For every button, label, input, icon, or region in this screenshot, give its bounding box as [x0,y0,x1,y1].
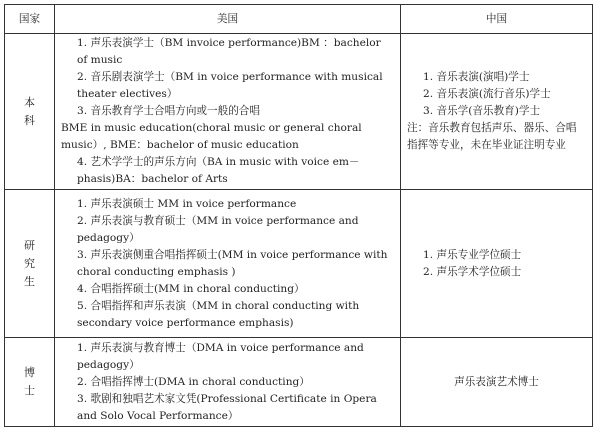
us-item: 1. 声乐表演学士（BM invoice performance)BM ：bachelor of music [77,37,381,66]
level-char: 本 [24,95,35,109]
row-undergraduate [5,34,593,190]
cn-item: 2. 音乐表演(流行音乐)学士 [423,88,551,100]
row-doctoral [5,338,593,427]
us-item: 2. 声乐表演与教育硕士（MM in voice performance and pedagogy） [77,214,359,244]
cn-note: 注：音乐教育包括声乐、器乐、合唱指挥等专业，未在毕业证注明专业 [407,122,577,151]
us-item: 4. 合唱指挥硕士(MM in choral conducting） [77,282,305,295]
header-us: 美国 [55,5,401,34]
level-char: 究 [24,256,35,270]
us-item: 3. 声乐表演侧重合唱指挥硕士(MM in voice performance with choral conducting emphasis ) [77,248,388,278]
us-item: 4. 艺术学学士的声乐方向（BA in music with voice em－phasis)BA：bachelor of Arts [77,156,360,185]
cn-cell-doctoral [401,338,593,427]
cn-cell-graduate [401,190,593,338]
us-item: 5. 合唱指挥和声乐表演（MM in choral conducting with secondary voice performance emphasis) [77,299,360,329]
header-row [5,5,593,34]
header-country: 国家 [5,5,55,34]
us-item: 3. 音乐教育学士合唱方向或一般的合唱 [77,105,260,117]
cn-item: 2. 声乐学术学位硕士 [423,265,522,278]
us-item: 3. 歌剧和独唱艺术家文凭(Professional Certificate in Opera and Solo Vocal Performance） [77,392,377,422]
cn-item: 1. 音乐表演(演唱)学士 [423,71,530,83]
row-graduate [5,190,593,338]
cn-item: 3. 音乐学(音乐教育)学士 [423,105,541,117]
cn-item: 1. 声乐专业学位硕士 [423,248,522,261]
level-cell-doctoral [5,338,55,427]
us-item: 2. 音乐剧表演学士（BM in voice performance with musical theater electives） [77,71,383,100]
level-cell-undergraduate [5,34,55,190]
level-char: 生 [24,274,35,288]
us-cell-doctoral [55,338,401,427]
cn-item: 声乐表演艺术博士 [454,375,539,388]
us-item: 1. 声乐表演硕士 MM in voice performance [77,197,297,210]
us-item: 1. 声乐表演与教育博士（DMA in voice performance and pedagogy） [77,341,364,371]
us-cell-graduate [55,190,401,338]
us-item: 2. 合唱指挥博士(DMA in choral conducting） [77,375,310,388]
level-char: 博 [24,366,35,379]
level-char: 士 [24,384,35,397]
level-char: 科 [24,113,35,127]
us-item: BME in music education(choral music or general choral music）, BME：bachelor of music education [61,122,362,151]
level-cell-graduate [5,190,55,338]
degree-comparison-table [4,4,593,427]
cn-cell-undergraduate [401,34,593,190]
level-char: 研 [24,238,35,252]
header-china: 中国 [401,5,593,34]
us-cell-undergraduate [55,34,401,190]
